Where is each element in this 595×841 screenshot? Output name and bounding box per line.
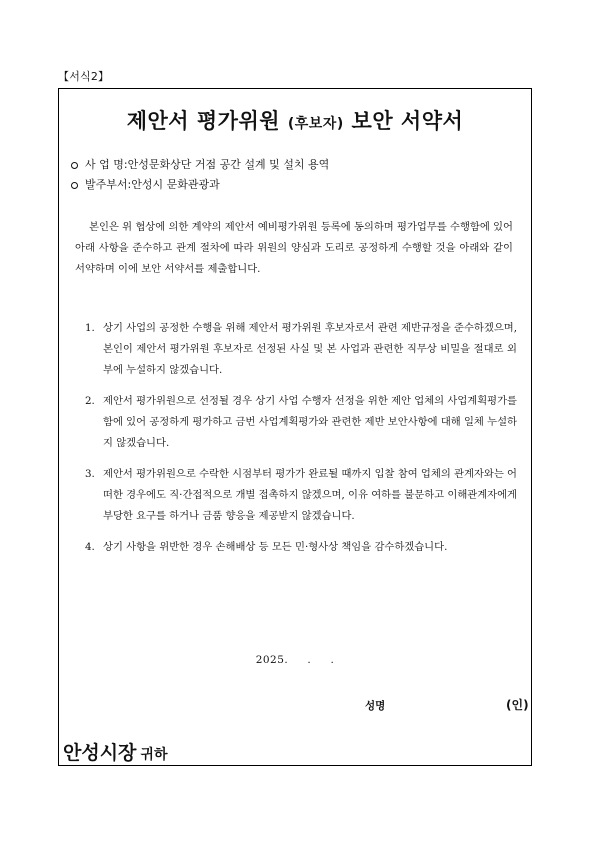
info-value: 안성문화상단 거점 공간 설계 및 설치 용역 [127, 158, 330, 171]
info-row-project [71, 155, 329, 175]
item-text: 상기 사업의 공정한 수행을 위해 제안서 평가위원 후보자로서 관련 제반규정을 준수하겠으며, 본인이 제안서 평가위원 후보자로 선정된 사실 및 본 사업과 관련한 직무상 비밀을 절대로 외부에 누설하지 않겠습니다. [103, 322, 517, 376]
item-number: 3. [85, 468, 95, 480]
item-number: 4. [85, 541, 95, 553]
title-candidate: (후보자) [287, 116, 344, 132]
title-suffix: 보안 서약서 [343, 109, 464, 133]
project-info [71, 155, 329, 195]
item-number: 2. [85, 395, 95, 407]
pledge-item [85, 318, 517, 381]
pledge-item [85, 464, 517, 527]
info-value: 안성시 문화관광과 [131, 178, 220, 191]
form-number-label: 【서식2】 [58, 70, 110, 83]
circle-bullet-icon [71, 182, 78, 189]
pledge-item [85, 537, 517, 558]
pledge-item [85, 391, 517, 454]
circle-bullet-icon [71, 162, 78, 169]
signature-name-label: 성명 [365, 700, 386, 712]
document-title [59, 105, 531, 135]
intro-paragraph: 본인은 위 협상에 의한 계약의 제안서 예비평가위원 등록에 동의하며 평가업무를 수행함에 있어 아래 사항을 준수하고 관계 절차에 따라 위원의 양심과 도리로 공정하게 수행할 것을 아래와 같이 서약하며 이에 보안 서약서를 제출합니다. [75, 221, 513, 275]
item-text: 제안서 평가위원으로 선정될 경우 상기 사업 수행자 선정을 위한 제안 업체의 사업계획평가를 함에 있어 공정하게 평가하고 금번 사업계획평가와 관련한 제반 보안사항에 대해 일체 누설하지 않겠습니다. [103, 395, 517, 449]
item-text: 상기 사항을 위반한 경우 손해배상 등 모든 민·형사상 책임을 감수하겠습니다. [103, 541, 448, 553]
item-number: 1. [85, 322, 95, 334]
pledge-items [85, 318, 517, 568]
info-label: 사 업 명: [85, 158, 128, 171]
info-row-department [71, 175, 329, 195]
recipient-line [63, 738, 167, 765]
title-main: 제안서 평가위원 [126, 109, 288, 133]
seal-label: (인) [506, 698, 529, 712]
info-label: 발주부서: [85, 178, 132, 191]
signing-date: 2025. . . [255, 654, 335, 666]
recipient-name: 안성시장 [63, 742, 137, 764]
recipient-suffix: 귀하 [140, 747, 168, 763]
item-text: 제안서 평가위원으로 수락한 시점부터 평가가 완료될 때까지 입찰 참여 업체의 관계자와는 어떠한 경우에도 직·간접적으로 개별 접촉하지 않겠으며, 이유 여하를 불문하고 이해관계자에게 부당한 요구를 하거나 금품 향응을 제공받지 않겠습니다. [103, 468, 517, 522]
pledge-form [58, 88, 532, 766]
